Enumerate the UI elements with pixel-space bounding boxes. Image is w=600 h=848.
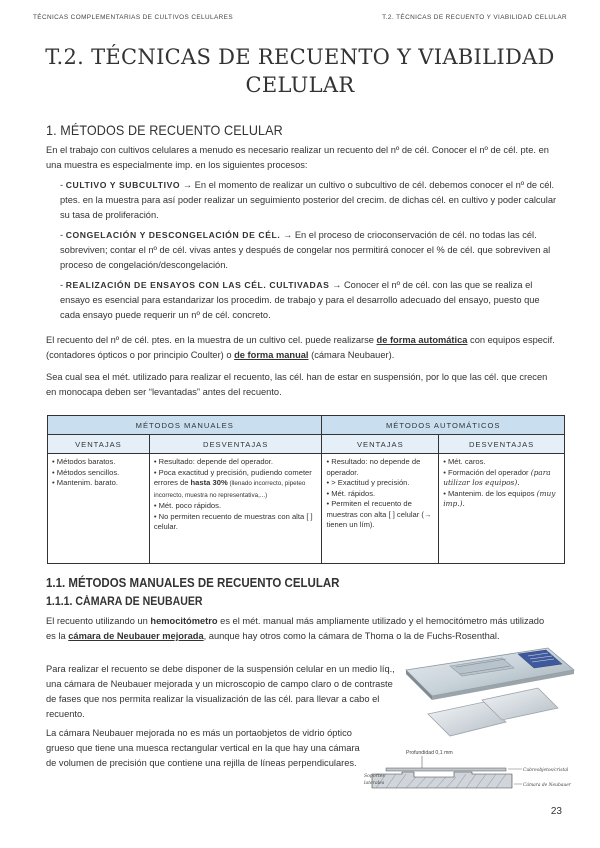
bullet-congelacion bbox=[60, 228, 560, 273]
right-label-2: Cámara de Neubauer bbox=[523, 783, 571, 788]
para-text: El recuento utilizando un bbox=[46, 616, 151, 626]
para-2-text-b: con equipos especif. (contadores ópticos o por principio Coulter) o bbox=[46, 335, 555, 360]
para-2-text-a: El recuento del nº de cél. ptes. en la muestra de un cultivo cel. puede realizarse bbox=[46, 335, 377, 345]
auto-ventajas-header: VENTAJAS bbox=[322, 435, 439, 454]
neubauer-mejorada-emphasis: cámara de Neubauer mejorada bbox=[68, 631, 204, 641]
depth-label: Profundidad 0,1 mm bbox=[406, 750, 453, 756]
page-title-line-1: T.2. TÉCNICAS DE RECUENTO Y VIABILIDAD bbox=[45, 45, 555, 69]
right-label-1: Cubreobjetos/cristal bbox=[523, 768, 569, 773]
table-item: • Mét. rápidos. bbox=[326, 488, 376, 498]
table-item: • No permiten recuento de muestras con alta [ ] celular. bbox=[153, 511, 313, 531]
table-item: • Mantenim. barato. bbox=[52, 478, 118, 487]
methods-comparison-table bbox=[47, 415, 565, 564]
auto-methods-header: MÉTODOS AUTOMÁTICOS bbox=[322, 416, 565, 435]
bullet-dash: - bbox=[60, 230, 64, 240]
section-1-para-3: Sea cual sea el mét. utilizado para realizar el recuento, las cél. han de estar en suspensión, por lo que las cél. que crecen en monocapa deben ser “levantadas” antes del recuento. bbox=[46, 372, 548, 397]
cross-section-graphic bbox=[362, 744, 572, 806]
error-percentage: hasta 30% bbox=[190, 478, 228, 487]
bullet-cultivo bbox=[60, 178, 560, 223]
manual-desventajas-header: DESVENTAJAS bbox=[149, 435, 322, 454]
section-1-1-1-para-2: Para realizar el recuento se debe disponer de la suspensión celular en un medio líq., una cámara de Neubauer mejorada y un microscopio de campo claro o de contraste de fases que nos permita realizar la visualización de las cél. para llevar a cabo el recuento. bbox=[46, 664, 395, 719]
page-number: 23 bbox=[550, 806, 562, 817]
handwritten-note: (para utilizar los equipos). bbox=[443, 467, 551, 487]
manual-method-emphasis: de forma manual bbox=[234, 350, 309, 360]
bullet-text: → Conocer el nº de cél. con las que se realiza el ensayo es esencial para estandarizar los procedim. de trabajo y para el desarrollo adecuado del ensayo, puesto que cada ensayo puede requerir un nº de cél. concreto. bbox=[60, 280, 540, 320]
bullet-ensayos bbox=[60, 278, 560, 323]
section-1-1-heading: 1.1. MÉTODOS MANUALES DE RECUENTO CELULAR bbox=[46, 576, 340, 590]
bullet-key: CULTIVO Y SUBCULTIVO bbox=[65, 180, 181, 190]
running-header-left: TÉCNICAS COMPLEMENTARIAS DE CULTIVOS CELULARES bbox=[33, 14, 233, 21]
section-1-intro: En el trabajo con cultivos celulares a menudo es necesario realizar un recuento del nº de cél. Conocer el nº de cél. pte. en una muestra es especialmente imp. en los siguientes procesos: bbox=[46, 145, 549, 170]
table-item: • Mét. poco rápidos. bbox=[153, 501, 222, 510]
section-1-para-2 bbox=[46, 333, 560, 363]
manual-desventajas-cell bbox=[149, 454, 322, 564]
left-label-2: laterales bbox=[364, 781, 385, 786]
table-item: • Resultado: depende del operador. bbox=[153, 457, 273, 466]
bullet-dash: - bbox=[60, 180, 64, 190]
section-1-heading: 1. MÉTODOS DE RECUENTO CELULAR bbox=[46, 122, 283, 138]
neubauer-chamber-photo bbox=[398, 640, 576, 744]
bullet-text: → En el proceso de crioconservación de cél. no todas las cél. sobreviven; contar el nº de cél. vivas antes y después de congelar nos permitirá conocer el % de cél. que sobreviven al proceso de congelación/descongelación. bbox=[60, 230, 551, 270]
para-2-text-c: (cámara Neubauer). bbox=[308, 350, 395, 360]
table-item bbox=[443, 489, 560, 510]
table-item-text: • Poca exactitud y precisión, pudiendo cometer errores de bbox=[153, 467, 312, 487]
table-item-text: • Mantenim. de los equipos bbox=[443, 488, 537, 498]
table-item-text: • Formación del operador bbox=[443, 467, 531, 477]
neubauer-photo-graphic bbox=[398, 640, 576, 744]
table-item: • Métodos sencillos. bbox=[52, 467, 120, 477]
table-item: • Permiten el recuento de muestras con alta [ ] celular (→ tienen un lím). bbox=[326, 499, 432, 529]
bullet-key: CONGELACIÓN Y DESCONGELACIÓN DE CÉL. bbox=[65, 230, 281, 240]
running-header-right: T.2. TÉCNICAS DE RECUENTO Y VIABILIDAD CELULAR bbox=[382, 14, 567, 21]
table-item: • Resultado: no depende de operador. bbox=[326, 457, 421, 477]
handwritten-note: (muy imp.). bbox=[443, 488, 556, 508]
page-title-line-2: CELULAR bbox=[245, 73, 355, 97]
auto-ventajas-cell bbox=[322, 454, 439, 564]
auto-desventajas-header: DESVENTAJAS bbox=[439, 435, 565, 454]
section-1-1-1-para-3: La cámara Neubauer mejorada no es más un portaobjetos de vidrio óptico grueso que tiene una muesca rectangular vertical en la que hay una cámara de volumen de precisión que contiene una rejilla de líneas perpendiculares. bbox=[46, 728, 360, 768]
table-item-note: (llenado incorrecto, pipeteo incorrecto, muestra no representativa,...) bbox=[153, 480, 306, 499]
bullet-text: → En el momento de realizar un cultivo o subcultivo de cél. debemos conocer el nº de cél. ptes. en la muestra para así poder realizar un seguimiento posterior del crecim. de dichas cél. en cultivo y poder calcular su tasa de proliferación. bbox=[60, 180, 557, 220]
hemocitometro-emphasis: hemocitómetro bbox=[150, 616, 218, 626]
table-item: • > Exactitud y precisión. bbox=[326, 478, 410, 487]
table-item: • Mét. caros. bbox=[443, 457, 486, 466]
manual-ventajas-header: VENTAJAS bbox=[48, 435, 150, 454]
para-text: es el mét. manual más ampliamente utilizado y el hemocitómetro más utilizado es la bbox=[46, 616, 545, 641]
bullet-dash: - bbox=[60, 280, 64, 290]
manual-methods-header: MÉTODOS MANUALES bbox=[48, 416, 322, 435]
section-1-1-1-heading: 1.1.1. CÁMARA DE NEUBAUER bbox=[46, 596, 203, 608]
bullet-key: REALIZACIÓN DE ENSAYOS CON LAS CÉL. CULTIVADAS bbox=[65, 280, 330, 290]
para-text: , aunque hay otros como la cámara de Thoma o la de Fuchs-Rosenthal. bbox=[203, 631, 500, 641]
auto-method-emphasis: de forma automática bbox=[376, 335, 468, 345]
neubauer-cross-section-diagram bbox=[362, 744, 572, 806]
left-label-1: Soportes bbox=[364, 774, 385, 779]
table-item bbox=[443, 468, 560, 489]
manual-ventajas-cell bbox=[48, 454, 150, 564]
table-item: • Métodos baratos. bbox=[52, 457, 116, 466]
table-item bbox=[154, 468, 318, 502]
page-title bbox=[40, 43, 560, 99]
auto-desventajas-cell bbox=[439, 454, 565, 564]
